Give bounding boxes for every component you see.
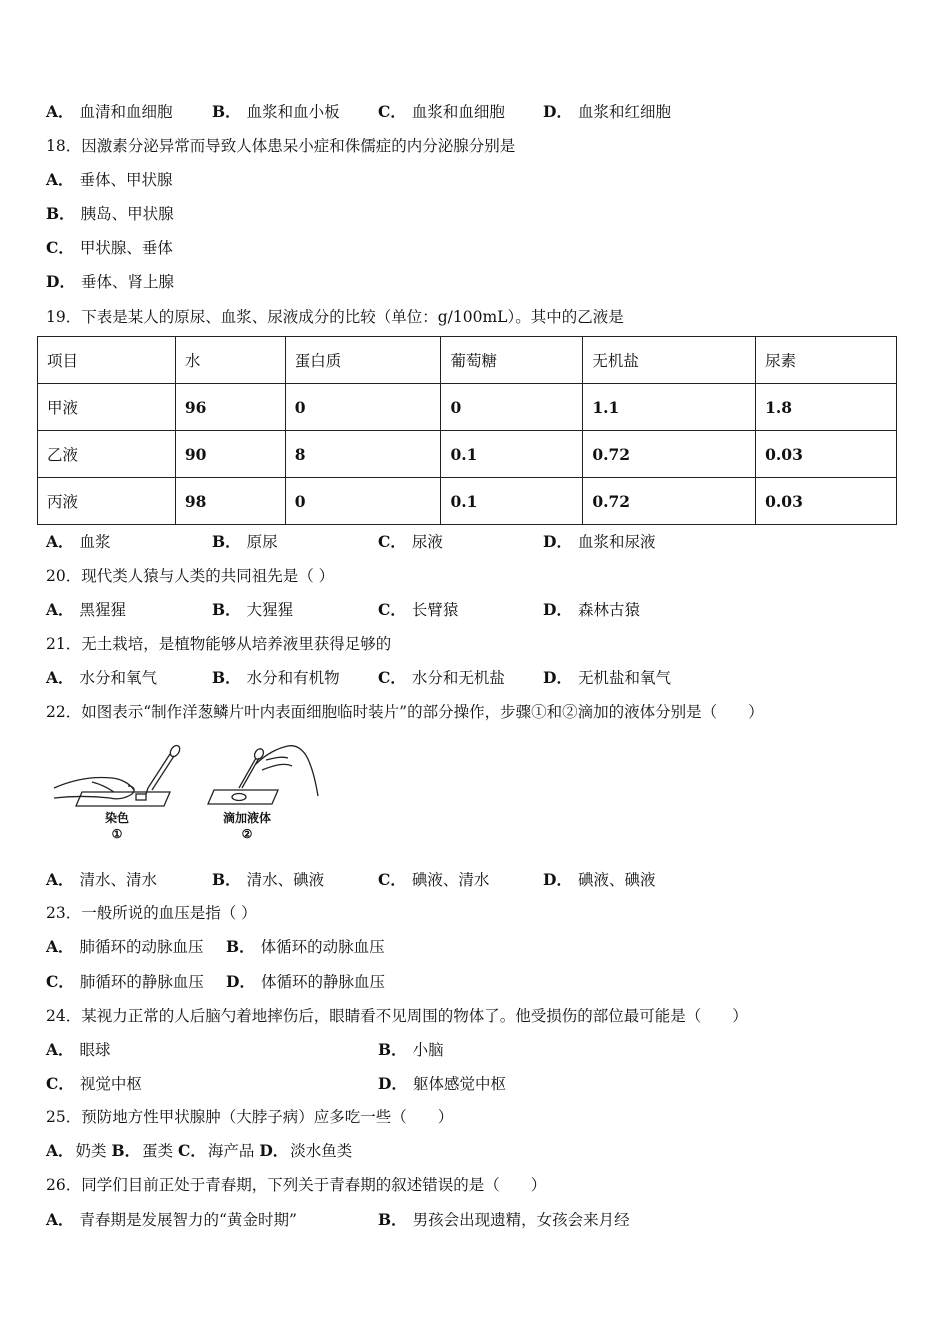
table-cell: 1.8 [756,384,897,431]
table-cell: 8 [285,431,441,478]
q23-option-c: C． 肺循环的静脉血压 [46,972,204,991]
table-cell: 90 [175,431,285,478]
table-cell: 0.03 [756,478,897,525]
q18-option-a: A． 垂体、甲状腺 [46,170,173,189]
q19-stem: 19．下表是某人的原尿、血浆、尿液成分的比较（单位：g/100mL）。其中的乙液是 [46,308,624,326]
table-header-cell: 水 [175,337,285,384]
q26-option-b: B． 男孩会出现遗精，女孩会来月经 [378,1210,630,1229]
table-header-row [38,337,897,384]
step2-drawing [208,746,318,804]
q22-option-b: B． 清水、碘液 [212,870,325,889]
q19-option-d: D． 血浆和尿液 [543,532,656,551]
table-cell: 丙液 [38,478,176,525]
table-header-cell: 蛋白质 [285,337,441,384]
q24-option-b: B． 小脑 [378,1040,444,1059]
q24-option-d: D． 躯体感觉中枢 [378,1074,506,1093]
q20-stem: 20．现代类人猿与人类的共同祖先是（ ） [46,567,335,585]
q19-option-a: A． 血浆 [46,532,111,551]
q22-figure [52,740,322,854]
q19-data-table [37,336,897,525]
step1-drawing [54,744,182,806]
q22-stem: 22．如图表示“制作洋葱鳞片叶内表面细胞临时装片”的部分操作，步骤①和②滴加的液体分别是（ ） [46,703,764,721]
table-cell: 96 [175,384,285,431]
q20-option-b: B． 大猩猩 [212,600,294,619]
table-cell: 0.72 [583,431,756,478]
q24-stem: 24．某视力正常的人后脑勺着地摔伤后，眼睛看不见周围的物体了。他受损伤的部位最可能是（ ） [46,1007,748,1025]
q26-stem: 26．同学们目前正处于青春期，下列关于青春期的叙述错误的是（ ） [46,1176,547,1194]
q25-options: A． 奶类 B． 蛋类 C． 海产品 D． 淡水鱼类 [46,1141,353,1160]
q22-option-d: D． 碘液、碘液 [543,870,656,889]
table-header-cell: 无机盐 [583,337,756,384]
q17-option-c: C． 血浆和血细胞 [378,102,505,121]
table-header-cell: 项目 [38,337,176,384]
table-cell: 0.1 [441,478,583,525]
table-cell: 乙液 [38,431,176,478]
q19-option-b: B． 原尿 [212,532,278,551]
q17-option-d: D． 血浆和红细胞 [543,102,671,121]
q22-option-c: C． 碘液、清水 [378,870,490,889]
table-header-cell: 尿素 [756,337,897,384]
q17-option-a: A． 血清和血细胞 [46,102,173,121]
q22-option-a: A． 清水、清水 [46,870,158,889]
step1-label: 染色 ① [104,811,129,841]
q24-option-a: A． 眼球 [46,1040,111,1059]
q18-stem: 18．因激素分泌异常而导致人体患呆小症和侏儒症的内分泌腺分别是 [46,137,516,155]
table-header-cell: 葡萄糖 [441,337,583,384]
q21-option-b: B． 水分和有机物 [212,668,340,687]
q19-option-c: C． 尿液 [378,532,443,551]
table-cell: 甲液 [38,384,176,431]
q23-option-b: B． 体循环的动脉血压 [226,937,385,956]
q18-option-c: C． 甲状腺、垂体 [46,238,173,257]
table-row [38,478,897,525]
q21-option-c: C． 水分和无机盐 [378,668,505,687]
q23-option-d: D． 体循环的静脉血压 [226,972,385,991]
table-cell: 0.1 [441,431,583,478]
table-cell: 0 [441,384,583,431]
table-cell: 98 [175,478,285,525]
table-row [38,431,897,478]
q23-stem: 23．一般所说的血压是指（ ） [46,904,257,922]
q24-option-c: C． 视觉中枢 [46,1074,142,1093]
table-cell: 0.03 [756,431,897,478]
q20-option-c: C． 长臂猿 [378,600,459,619]
table-cell: 0 [285,478,441,525]
q26-option-a: A． 青春期是发展智力的“黄金时期” [46,1210,297,1229]
table-row [38,384,897,431]
q21-option-a: A． 水分和氧气 [46,668,158,687]
q18-option-b: B． 胰岛、甲状腺 [46,204,174,223]
q20-option-a: A． 黑猩猩 [46,600,127,619]
table-cell: 0 [285,384,441,431]
q23-option-a: A． 肺循环的动脉血压 [46,937,204,956]
q21-option-d: D． 无机盐和氧气 [543,668,671,687]
q17-option-b: B． 血浆和血小板 [212,102,340,121]
table-cell: 0.72 [583,478,756,525]
step2-label: 滴加液体 ② [222,811,271,841]
q18-option-d: D． 垂体、肾上腺 [46,272,174,291]
q21-stem: 21．无土栽培，是植物能够从培养液里获得足够的 [46,635,392,653]
table-cell: 1.1 [583,384,756,431]
q20-option-d: D． 森林古猿 [543,600,640,619]
q25-stem: 25．预防地方性甲状腺肿（大脖子病）应多吃一些（ ） [46,1108,454,1126]
